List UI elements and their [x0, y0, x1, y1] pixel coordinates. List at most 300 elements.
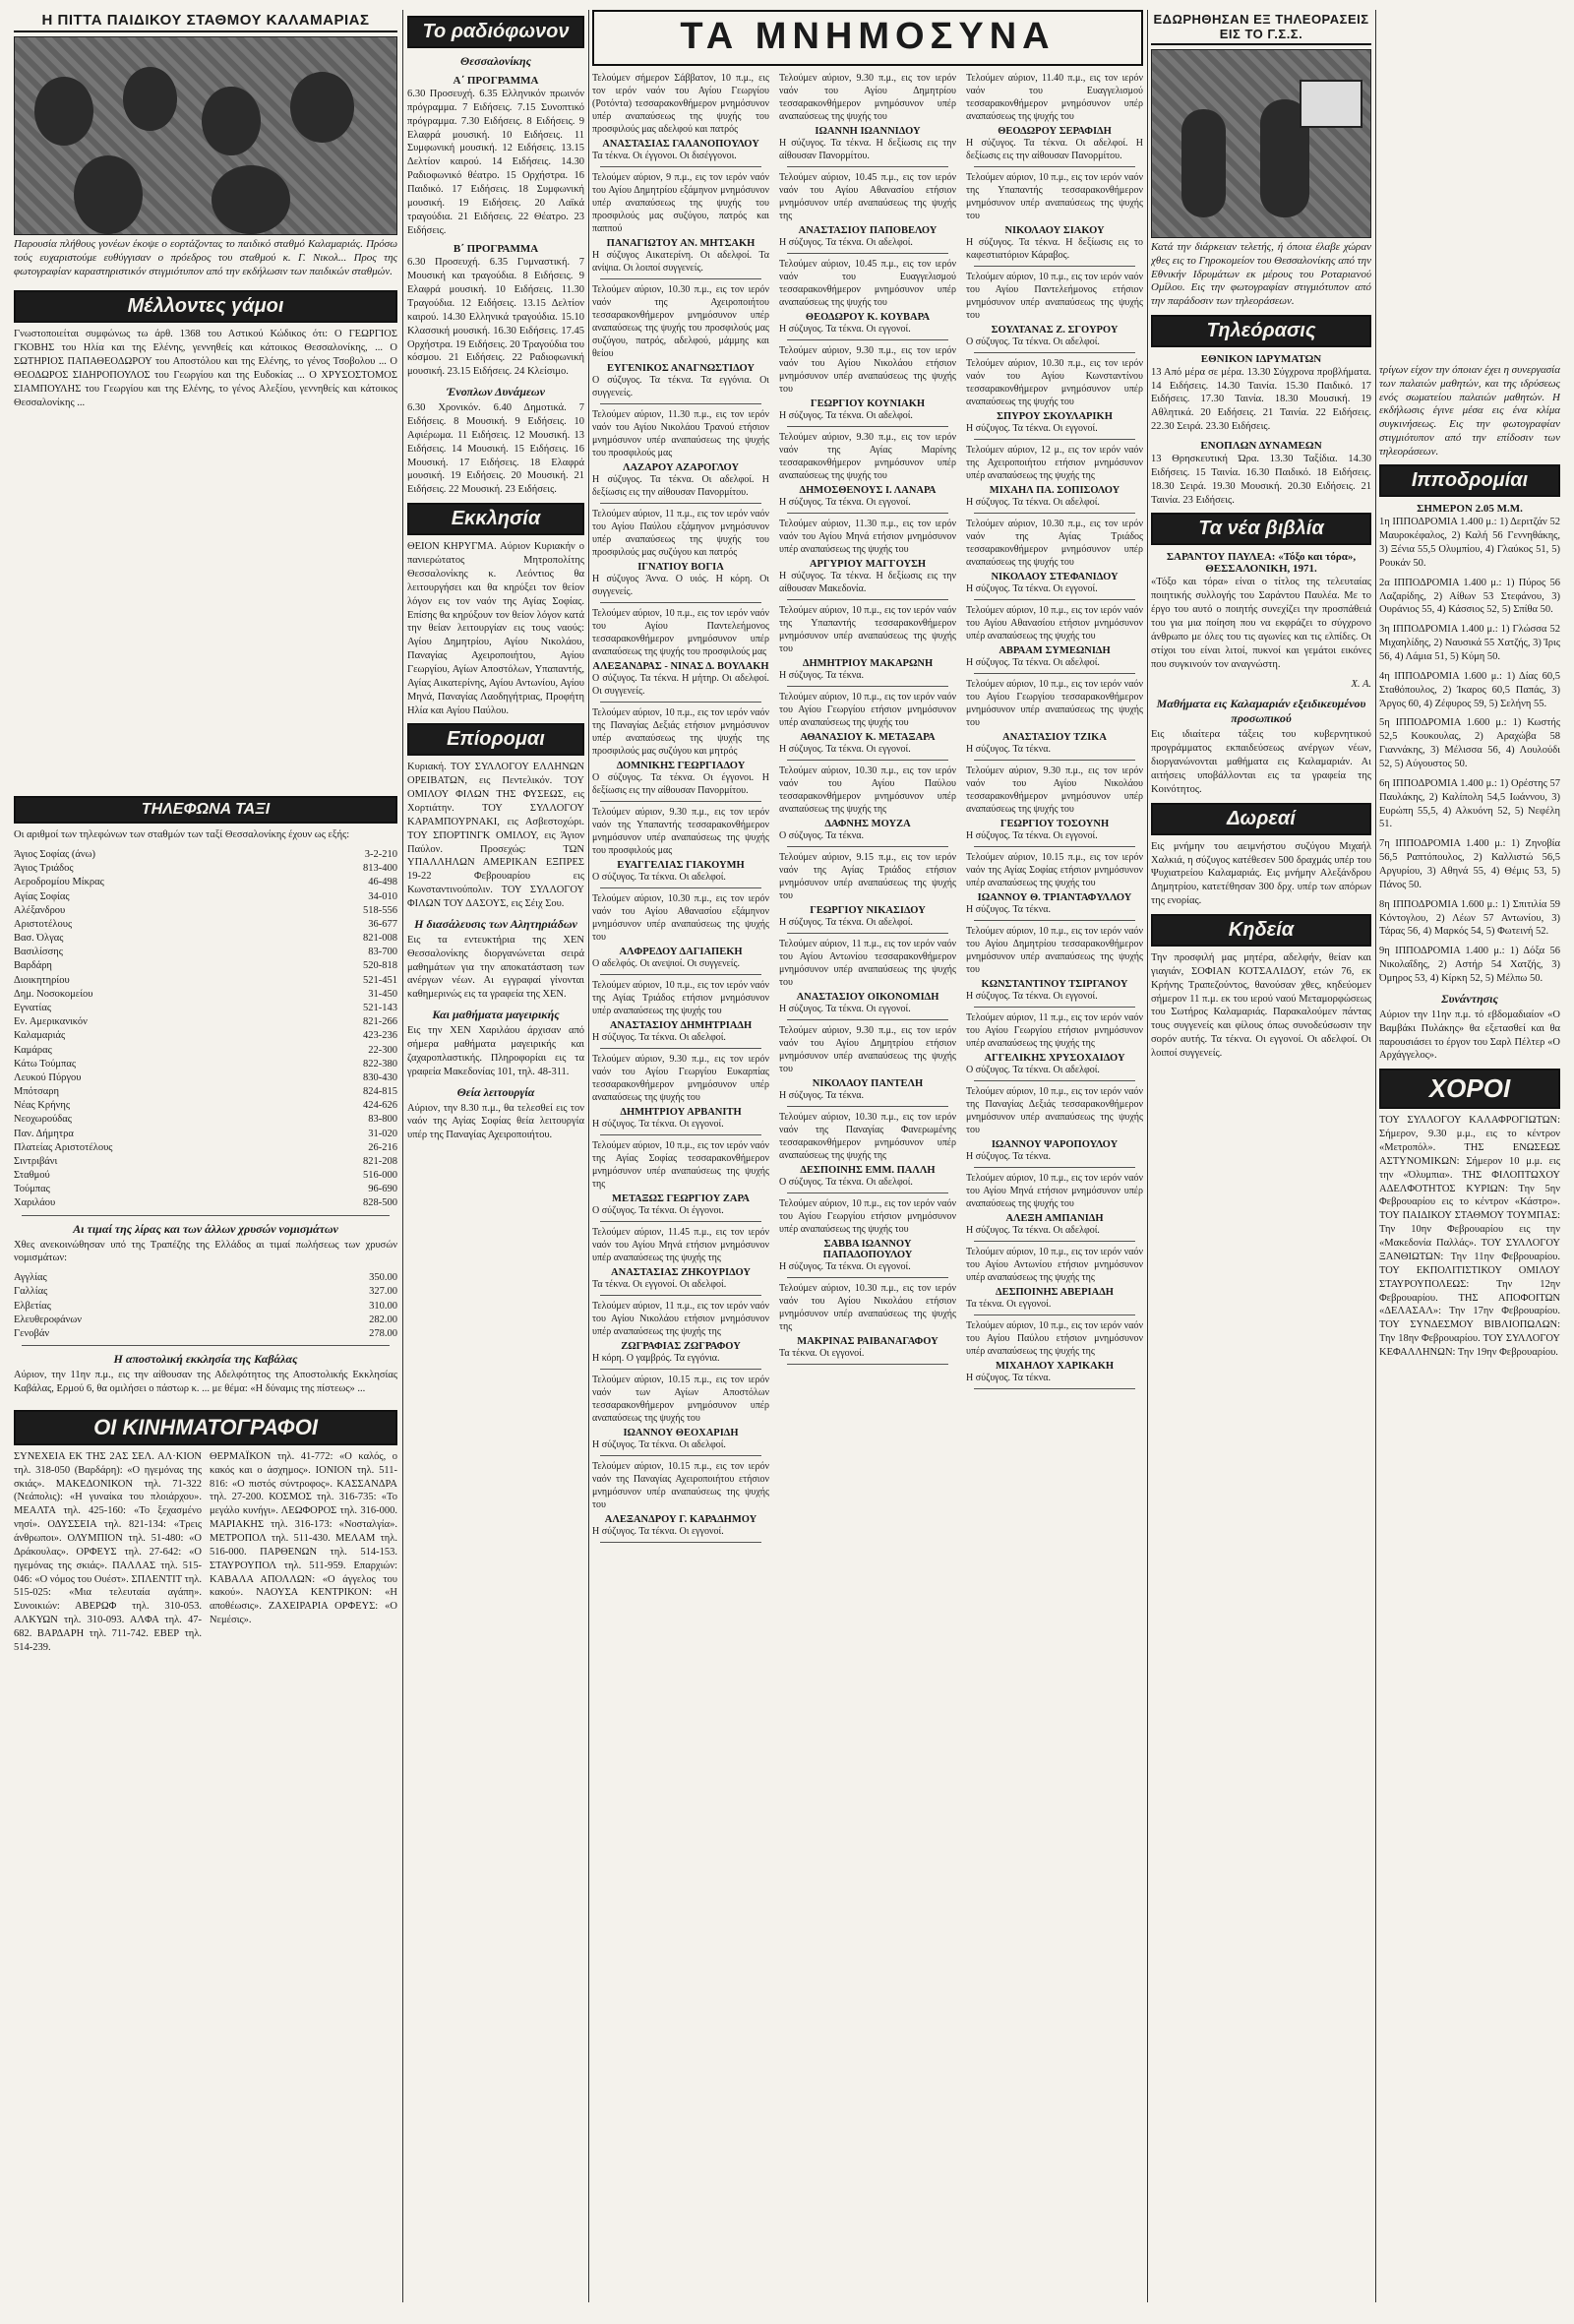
memorial-name: ΑΛΕΞΗ ΑΜΠΑΝΙΔΗ [1005, 1213, 1104, 1224]
column-racing-dances [1379, 10, 1560, 2302]
tv-set-icon [1300, 80, 1362, 128]
column-memorials [592, 10, 1143, 2302]
section-banner-radio: Το ραδιόφωνον [407, 16, 584, 48]
row-value: 423-236 [363, 1030, 397, 1042]
memorial-signatories: Η σύζυγος. Τα τέκνα. Οι αδελφοί. [779, 410, 913, 421]
memorial-signatories: Η σύζυγος. Τα τέκνα. Οι αδελφοί. [592, 1032, 726, 1043]
memorial-text: Τελούμεν αύριον, 12 μ., εις τον ιερόν ναόν της Αχειροποιήτου ετήσιον μνημόσυνον υπέρ αναπαύσεως της ψυχής της [966, 445, 1143, 481]
divider [974, 920, 1135, 921]
tv-channel-1-schedule: 13 Από μέρα σε μέρα. 13.30 Σύγχρονα προβλήματα. 14 Ειδήσεις. 14.30 Ταινία. 15.30 Παιδικό. 17 Ειδήσεις. 17.30 Ταινία. 18.30 Μουσική. 19 Αθλητικά. 20 Ειδήσεις. 21 Ταινία. 22 Ειδήσεις. 22.30 Σειρά. 23.30 Ειδήσεις. [1151, 366, 1371, 433]
row-value: 821-208 [363, 1155, 397, 1167]
memorial-notice [966, 851, 1143, 921]
table-row [14, 1071, 397, 1085]
memorial-signatories: Η σύζυγος. Τα τέκνα. Οι αδελφοί. Η δεξίωσις εις την αίθουσαν Πανορμίτου. [592, 474, 769, 498]
divider [600, 1221, 761, 1222]
memorial-signatories: Η κόρη. Ο γαμβρός. Τα εγγόνια. [592, 1353, 720, 1364]
memorial-signatories: Ο σύζυγος. Τα τέκνα. Η μήτηρ. Οι αδελφοί. Οι συγγενείς. [592, 673, 769, 697]
section-banner-marriages: Μέλλοντες γάμοι [14, 290, 397, 323]
memorial-signatories: Η σύζυγος. Τα τέκνα. Οι εγγονοί. [779, 744, 911, 755]
memorial-text: Τελούμεν αύριον, 10.30 π.μ., εις τον ιερόν ναόν του Αγίου Παύλου τεσσαρακονθήμερον μνημόσυνον υπέρ αναπαύσεως της ψυχής της [779, 765, 956, 815]
memorial-text: Τελούμεν αύριον, 10 π.μ., εις τον ιερόν ναόν της Παναγίας Δεξιάς ετήσιον μνημόσυνον υπέρ αναπαύσεως της ψυχής της προσφιλούς μας συζύγου και μητρός [592, 707, 769, 757]
memorial-notice [966, 1246, 1143, 1315]
memorial-signatories: Η σύζυγος. Τα τέκνα. Οι αδελφοί. [966, 657, 1100, 668]
memorial-signatories: Η σύζυγος. Τα τέκνα. Οι εγγονοί. [966, 583, 1098, 594]
section-banner-taxi-phones: ΤΗΛΕΦΩΝΑ ΤΑΞΙ [14, 796, 397, 824]
memorial-signatories: Η σύζυγος. Τα τέκνα. [966, 744, 1052, 755]
table-row [14, 848, 397, 862]
divider [974, 266, 1135, 267]
memorial-text: Τελούμεν αύριον, 11.30 π.μ., εις τον ιερόν ναόν του Αγίου Νικολάου Τρανού ετήσιον μνημόσυνον υπέρ αναπαύσεως της ψυχής του προσφιλούς μας [592, 409, 769, 459]
radio-program-b-title: Β΄ ΠΡΟΓΡΑΜΜΑ [453, 243, 539, 256]
tv-channel-2-schedule: 13 Θρησκευτική Ώρα. 13.30 Ταξίδια. 14.30 Ειδήσεις. 15 Ταινία. 16.30 Παιδικό. 18 Ειδήσεις. 18.30 Σειρά. 19.30 Μουσική. 20.30 Ειδήσεις. 21 Ταινία. 23 Ειδήσεις. [1151, 454, 1371, 506]
gold-prices-table [14, 1271, 397, 1341]
row-value: 516-000 [363, 1170, 397, 1182]
column-left [14, 10, 397, 2302]
divider [787, 253, 948, 254]
photo-tv-donation [1151, 49, 1371, 238]
memorial-notice [592, 607, 769, 703]
memorial-text: Τελούμεν αύριον, 10 π.μ., εις τον ιερόν ναόν του Αγίου Παντελεήμονος τεσσαρακονθήμερον μνημόσυνον υπέρ αναπαύσεως της ψυχής του προσφιλούς μας [592, 608, 769, 657]
divider [974, 760, 1135, 761]
memorial-signatories: Η σύζυγος. Τα τέκνα. Οι εγγονοί. [966, 830, 1098, 841]
table-row [14, 974, 397, 988]
row-label: Βασ. Όλγας [14, 933, 64, 945]
divider [974, 1167, 1135, 1168]
memorials-subcolumn-2 [779, 72, 956, 2295]
memorial-name: ΑΒΡΑΑΜ ΣΥΜΕΩΝΙΔΗ [999, 645, 1111, 656]
row-label: Διοικητηρίου [14, 974, 70, 986]
memorial-notice [779, 1024, 956, 1107]
row-label: Τούμπας [14, 1184, 50, 1195]
memorial-signatories: Η σύζυγος. Τα τέκνα. Οι αδελφοί. [779, 237, 913, 248]
memorial-name: ΝΙΚΟΛΑΟΥ ΠΑΝΤΕΛΗ [812, 1078, 924, 1089]
memorial-text: Τελούμεν αύριον, 9.30 π.μ., εις τον ιερόν ναόν του Αγίου Δημητρίου ετήσιον μνημόσυνον υπέρ αναπαύσεως της ψυχής του [779, 1025, 956, 1074]
memorial-notice [779, 518, 956, 600]
memorial-text: Τελούμεν αύριον, 10 π.μ., εις τον ιερόν ναόν του Αγίου Γεωργίου ετήσιον μνημόσυνον υπέρ αναπαύσεως της ψυχής του [779, 692, 956, 728]
cinemas-list-left: ΣΥΝΕΧΕΙΑ ΕΚ ΤΗΣ 2ΑΣ ΣΕΛ. ΑΛ·ΚΙΟΝ τηλ. 318-050 (Βαρδάρη): «Ο ηγεμόνας της σκιάς». ΜΑΚΕΔΟΝΙΚΟΝ τηλ. 71-322 (Νεάπολις): «Η γυναίκα του πλοιάρχου». ΜΕΑΛΤΑ τηλ. 425-160: «Το ξεχασμένο νησί». ΟΔΥΣΣΕΙΑ τηλ. 821-134: «Τρεις άνθρωποι». ΟΛΥΜΠΙΟΝ τηλ. 51-480: «Ο Δράκουλας». ΟΡΦΕΥΣ τηλ. 27-642: «Ο ηγεμόνας της σκιάς». ΠΑΛΛΑΣ τηλ. 515-046: «Ο νόμος του Ουέστ». ΣΠΛΕΝΤΙΤ τηλ. 515-025: «Μια τελευταία αγάπη». Συνοικιών: ΑΒΕΡΩΦ τηλ. 310-053. ΑΛΚΥΩΝ τηλ. 310-093. ΑΛΦΑ τηλ. 47-682. ΒΑΡΔΑΡΗ τηλ. 711-742. ΕΒΕΡ τηλ. 514-239. [14, 1450, 202, 1653]
memorial-signatories: Η σύζυγος. Τα τέκνα. Οι εγγονοί. [966, 991, 1098, 1002]
row-value: 46-498 [368, 877, 397, 888]
divider [600, 887, 761, 888]
table-row [14, 1015, 397, 1029]
memorial-signatories: Ο αδελφός. Οι ανεψιοί. Οι συγγενείς. [592, 958, 740, 969]
memorial-signatories: Η σύζυγος. Τα τέκνα. Οι αδελφοί. Η δεξίωσις εις την αίθουσαν Πανορμίτου. [966, 138, 1143, 161]
memorial-signatories: Ο σύζυγος. Τα τέκνα. Τα εγγόνια. Οι συγγενείς. [592, 375, 769, 398]
radio-program-a: 6.30 Προσευχή. 6.35 Ελληνικόν πρωινόν πρόγραμμα. 7 Ειδήσεις. 7.15 Συνοπτικό πρόγραμμα. 7.30 Ειδήσεις. 8 Ειδήσεις. 9 Ελαφρά μουσική. 10 Ειδήσεις. 11 Συμφωνική μουσική. 12 Ειδήσεις. 13.15 Δελτίον καιρού. 14 Ειδήσεις. 14.30 Ραδιοφωνικό θέατρο. 15 Ορχήστρα. 16 Παιδικό. 17 Ειδήσεις. 18 Συμφωνική μουσική. 19 Ειδήσεις. 20 Λαϊκά τραγούδια. 21 Ειδήσεις. 22 Θέατρο. 23 Ειδήσεις. [407, 89, 584, 236]
row-value: 521-451 [363, 974, 397, 986]
memorial-signatories: Η σύζυγος. Τα τέκνα. Οι αδελφοί. [779, 917, 913, 928]
memorial-name: ΝΙΚΟΛΑΟΥ ΣΤΕΦΑΝΙΔΟΥ [991, 572, 1119, 582]
memorial-notice [779, 604, 956, 687]
memorial-name: ΑΛΕΞΑΝΔΡΑΣ - ΝΙΝΑΣ Δ. ΒΟΥΛΑΚΗ [592, 661, 769, 672]
memorial-signatories: Η σύζυγος. Τα τέκνα. [779, 670, 865, 681]
memorial-notice [592, 1139, 769, 1222]
divider [600, 166, 761, 167]
memorial-name: ΘΕΟΔΩΡΟΥ ΣΕΡΑΦΙΔΗ [998, 126, 1112, 137]
row-value: 813-400 [363, 863, 397, 875]
row-label: Αριστοτέλους [14, 918, 73, 930]
table-row [14, 1099, 397, 1113]
row-value: 36-677 [368, 918, 397, 930]
divider [787, 1277, 948, 1278]
memorial-text: Τελούμεν αύριον, 10.45 π.μ., εις τον ιερόν ναόν του Ευαγγελισμού τεσσαρακονθήμερον μνημόσυνον υπέρ αναπαύσεως της ψυχής του [779, 259, 956, 308]
row-value: 821-008 [363, 933, 397, 945]
memorial-name: ΙΩΑΝΝΟΥ ΨΑΡΟΠΟΥΛΟΥ [991, 1139, 1119, 1150]
memorial-text: Τελούμεν αύριον, 9 π.μ., εις τον ιερόν ναόν του Αγίου Δημητρίου εξάμηνον μνημόσυνον υπέρ αναπαύσεως της ψυχής του προσφιλούς μας συζύγου, πατρός και παππού [592, 172, 769, 234]
cinemas-list-right: ΘΕΡΜΑΪΚΟΝ τηλ. 41-772: «Ο καλός, ο κακός και ο άσχημος». ΙΟΝΙΟΝ τηλ. 511-816: «Ο πιστός σύντροφος». ΚΑΣΣΑΝΔΡΑ τηλ. 27-200. ΚΟΣΜΟΣ τηλ. 316-735: «Το μεγάλο κυνήγι». ΛΕΩΦΟΡΟΣ τηλ. 316-000. ΜΑΡΙΑΚΗΣ τηλ. 316-173: «Νοσταλγία». ΜΕΤΡΟΠΟΛ τηλ. 511-430. ΜΕΛΑΜ τηλ. 516-000. ΠΑΡΘΕΝΩΝ τηλ. 514-153. ΣΤΑΥΡΟΥΠΟΛ τηλ. 511-959. Επαρχιών: ΚΑΒΑΛΑ ΑΠΟΛΛΩΝ: «Ο άγγελος του κακού». ΝΑΟΥΣΑ ΚΕΝΤΡΙΚΟΝ: «Η αποθέωσις». ΖΑΧΕΙΡΑΡΙΑ ΟΡΦΕΥΣ: «Ο Νεμέσις». [210, 1450, 397, 1626]
memorial-notice [966, 764, 1143, 847]
excursions-text: Κυριακή. ΤΟΥ ΣΥΛΛΟΓΟΥ ΕΛΛΗΝΩΝ ΟΡΕΙΒΑΤΩΝ, εις Πεντελικόν. ΤΟΥ ΟΜΙΛΟΥ ΦΙΛΩΝ ΤΗΣ ΦΥΣΕΩΣ, εις Χορτιάτην. ΤΟΥ ΣΥΛΛΟΓΟΥ ΚΑΡΑΜΠΟΥΡΝΑΚΙ, εις Ασβεστοχώρι. ΤΟΥ ΣΠΟΡΤΙΝΓΚ ΟΜΙΛΟΥ, εις Άγιον Παύλον. Προσεχώς: ΤΩΝ ΥΠΑΛΛΗΛΩΝ ΑΜΕΡΙΚΑΝ ΕΞΠΡΕΣ 19-22 Φεβρουαρίου εις Κωνσταντινούπολιν. ΤΟΥ ΣΥΛΛΟΓΟΥ ΦΙΛΩΝ ΤΟΥ ΔΑΣΟΥΣ, εις Σέιχ Σου. [407, 762, 584, 909]
memorial-name: ΑΝΑΣΤΑΣΙΟΥ ΟΙΚΟΝΟΜΙΔΗ [796, 992, 939, 1003]
column-rule [402, 10, 403, 2302]
memorial-name: ΔΟΜΝΙΚΗΣ ΓΕΩΡΓΙΑΔΟΥ [616, 761, 746, 771]
memorial-text: Τελούμεν αύριον, 10 π.μ., εις τον ιερόν ναόν της Αγίας Σοφίας τεσσαρακονθήμερον μνημόσυνον υπέρ αναπαύσεως της ψυχής της [592, 1140, 769, 1190]
memorial-name: ΓΕΩΡΓΙΟΥ ΤΟΣΟΥΝΗ [999, 819, 1110, 829]
divider [974, 352, 1135, 353]
memorial-text: Τελούμεν αύριον, 10 π.μ., εις τον ιερόν ναόν της Υπαπαντής τεσσαρακονθήμερον μνημόσυνον υπέρ αναπαύσεως της ψυχής του [966, 172, 1143, 221]
memorial-notice [592, 1300, 769, 1370]
memorial-notice [592, 283, 769, 404]
table-row [14, 1300, 397, 1314]
memorial-signatories: Ο σύζυγος. Τα τέκνα. Οι αδελφοί. [592, 872, 726, 883]
divider [600, 1134, 761, 1135]
tv-channel-1-title: ΕΘΝΙΚΟΝ ΙΔΡΥΜΑΤΩΝ [1200, 352, 1322, 365]
divider [974, 166, 1135, 167]
lessons-title: Μαθήματα εις Καλαμαριάν εξειδικευμένου προσωπικού [1156, 697, 1366, 726]
memorial-text: Τελούμεν αύριον, 10 π.μ., εις τον ιερόν ναόν της Υπαπαντής τεσσαρακονθήμερον μνημόσυνον υπέρ αναπαύσεως της ψυχής του [779, 605, 956, 654]
memorial-name: ΜΕΤΑΞΩΣ ΓΕΩΡΓΙΟΥ ΖΑΡΑ [612, 1193, 750, 1204]
memorial-notice [966, 678, 1143, 761]
memorial-signatories: Η σύζυγος. Τα τέκνα. Η δεξίωσις εις την αίθουσαν Μακεδονία. [779, 571, 956, 594]
memorial-signatories: Η σύζυγος Αικατερίνη. Οι αδελφοί. Τα ανίψια. Οι λοιποί συγγενείς. [592, 250, 769, 274]
memorial-notice [592, 508, 769, 603]
memorial-text: Τελούμεν αύριον, 9.15 π.μ., εις τον ιερόν ναόν της Αγίας Τριάδος ετήσιον μνημόσυνον υπέρ αναπαύσεως της ψυχής του [779, 852, 956, 901]
memorial-notice [966, 1319, 1143, 1389]
column-rule [588, 10, 589, 2302]
memorial-text: Τελούμεν αύριον, 11 π.μ., εις τον ιερόν ναόν του Αγίου Αντωνίου τεσσαρακονθήμερον μνημόσυνον υπέρ αναπαύσεως της ψυχής του [779, 939, 956, 988]
divider [600, 1295, 761, 1296]
theater-text: Εις τα εντευκτήρια της ΧΕΝ Θεσσαλονίκης διοργανώνεται σειρά μαθημάτων για την αποκατάσταση των ανέργων νέων. Αι εγγραφαί γίνονται καθημερινώς εις τα γραφεία της ΧΕΝ. [407, 934, 584, 1001]
row-label: Γαλλίας [14, 1286, 48, 1298]
memorial-text: Τελούμεν αύριον, 10.45 π.μ., εις τον ιερόν ναόν του Αγίου Αθανασίου ετήσιον μνημόσυνον υπέρ αναπαύσεως της ψυχής της [779, 172, 956, 221]
memorial-name: ΑΝΑΣΤΑΣΙΑΣ ΓΑΛΑΝΟΠΟΥΛΟΥ [602, 139, 759, 150]
row-value: 3-2-210 [364, 849, 397, 861]
memorial-text: Τελούμεν αύριον, 10 π.μ., εις τον ιερόν ναόν του Αγίου Γεωργίου τεσσαρακονθήμερον μνημόσυνον υπέρ αναπαύσεως της ψυχής του [966, 679, 1143, 728]
memorial-notice [966, 518, 1143, 600]
row-value: 821-266 [363, 1016, 397, 1028]
memorial-name: ΝΙΚΟΛΑΟΥ ΣΙΑΚΟΥ [1004, 225, 1105, 236]
memorial-signatories: Τα τέκνα. Οι εγγονοί. Οι αδελφοί. [592, 1279, 727, 1290]
memorial-signatories: Η σύζυγος. Τα τέκνα. [966, 1151, 1052, 1162]
memorial-name: ΔΕΣΠΟΙΝΗΣ ΕΜΜ. ΠΑΛΛΗ [800, 1165, 936, 1176]
race-entry: 1η ΙΠΠΟΔΡΟΜΙΑ 1.400 μ.: 1) Δεριτζάν 52 Μαυροκέφαλος, 2) Καλή 56 Γεννηθάκης, 3) Ξένια 55,5 Ολυμπίου, 4) Γλαύκος 51, 5) Ρουκάν 50. [1379, 517, 1560, 569]
table-row [14, 1128, 397, 1141]
row-value: 327.00 [369, 1286, 397, 1298]
row-label: Ελβετίας [14, 1300, 51, 1312]
memorial-name: ΑΝΑΣΤΑΣΙΟΥ ΤΖΙΚΑ [1002, 732, 1107, 743]
section-banner-church: Εκκλησία [407, 503, 584, 535]
table-row [14, 1002, 397, 1015]
row-label: Νεοχωρούδας [14, 1114, 72, 1126]
memorial-text: Τελούμεν αύριον, 10 π.μ., εις τον ιερόν ναόν του Αγίου Αντωνίου ετήσιον μνημόσυνον υπέρ αναπαύσεως της ψυχής της [966, 1247, 1143, 1283]
memorial-notice [779, 938, 956, 1020]
bridge-title: Συνάντησις [1441, 991, 1498, 1006]
race-entry: 6η ΙΠΠΟΔΡΟΜΙΑ 1.400 μ.: 1) Ορέστης 57 Παυλάκης, 2) Καλίπολη 54,5 Ιωάννου, 3) Ευρώπη 55,5, 4) Αλκυόνη 52, 5) Νεφέλη 51. [1379, 777, 1560, 830]
memorial-signatories: Η σύζυγος. Τα τέκνα. Οι εγγονοί. [779, 1261, 911, 1272]
row-label: Άγιος Σοφίας (άνω) [14, 849, 96, 861]
memorial-notice [779, 851, 956, 934]
memorial-signatories: Η σύζυγος. Τα τέκνα. Οι εγγονοί. [779, 1004, 911, 1014]
row-value: 83-700 [368, 947, 397, 958]
memorial-name: ΔΗΜΟΣΘΕΝΟΥΣ Ι. ΛΑΝΑΡΑ [799, 485, 937, 496]
memorial-signatories: Η σύζυγος. Τα τέκνα. Η δεξίωσις εις την αίθουσαν Πανορμίτου. [779, 138, 956, 161]
divider [787, 513, 948, 514]
memorial-name: ΔΑΦΝΗΣ ΜΟΥΖΑ [824, 819, 911, 829]
divider [600, 974, 761, 975]
memorial-notice [779, 72, 956, 167]
memorial-notice [966, 1011, 1143, 1081]
row-value: 34-010 [368, 890, 397, 902]
memorial-text: Τελούμεν αύριον, 11 π.μ., εις τον ιερόν ναόν του Αγίου Παύλου εξάμηνον μνημόσυνον υπέρ αναπαύσεως της ψυχής του προσφιλούς μας συζύγου και πατρός [592, 509, 769, 558]
memorials-subcolumn-1 [592, 72, 769, 2295]
memorial-name: ΔΗΜΗΤΡΙΟΥ ΑΡΒΑΝΙΤΗ [620, 1107, 742, 1118]
memorial-name: ΙΓΝΑΤΙΟΥ ΒΟΓΙΑ [637, 562, 724, 573]
section-banner-excursions: Επίορομαι [407, 723, 584, 756]
row-value: 822-380 [363, 1058, 397, 1070]
photo-kindergarten [14, 36, 397, 235]
memorial-signatories: Ο σύζυγος. Τα τέκνα. Οι έγγονοι. Η δεξίωσις εις την αίθουσαν Πανορμίτου. [592, 772, 769, 796]
memorial-text: Τελούμεν αύριον, 10 π.μ., εις τον ιερόν ναόν του Αγίου Αθανασίου ετήσιον μνημόσυνον υπέρ αναπαύσεως της ψυχής του [966, 605, 1143, 642]
memorials-subcolumn-3 [966, 72, 1143, 2295]
gold-prices-title: Αι τιμαί της λίρας και των άλλων χρυσών νομισμάτων [73, 1221, 338, 1236]
divider [974, 1388, 1135, 1389]
memorial-name: ΔΗΜΗΤΡΙΟΥ ΜΑΚΑΡΩΝΗ [802, 658, 934, 669]
row-value: 22-300 [368, 1044, 397, 1056]
row-label: Αλέξανδρου [14, 904, 66, 916]
memorial-notice [779, 764, 956, 847]
section-banner-television: Τηλεόρασις [1151, 315, 1371, 347]
church-kavala-title: Η αποστολική εκκλησία της Καβάλας [113, 1352, 298, 1367]
race-entry: 5η ΙΠΠΟΔΡΟΜΙΑ 1.600 μ.: 1) Κωστής 52,5 Κουκουλας, 2) Αραχώβα 58 Γιαννάκης, 3) Μέλισσα 56, 4) Λουλούδι 52, 5) Αύγουστος 50. [1379, 717, 1560, 769]
divider [600, 278, 761, 279]
memorial-name: ΓΕΩΡΓΙΟΥ ΚΟΥΝΙΑΚΗ [810, 398, 926, 409]
memorial-name: ΓΕΩΡΓΙΟΥ ΝΙΚΑΣΙΔΟΥ [810, 905, 926, 916]
radio-city: Θεσσαλονίκης [460, 54, 531, 68]
memorial-text: Τελούμεν αύριον, 9.30 π.μ., εις τον ιερόν ναόν του Αγίου Νικολάου τεσσαρακονθήμερον μνημόσυνον υπέρ αναπαύσεως της ψυχής του [966, 765, 1143, 815]
memorial-name: ΣΠΥΡΟΥ ΣΚΟΥΛΑΡΙΚΗ [997, 411, 1113, 422]
table-row [14, 904, 397, 918]
row-value: 350.00 [369, 1272, 397, 1284]
memorial-notice [779, 258, 956, 340]
races-list [1379, 516, 1560, 986]
memorial-signatories: Η σύζυγος. Τα τέκνα. Οι εγγονοί. [592, 1119, 724, 1130]
divider [787, 846, 948, 847]
memorial-notice [779, 344, 956, 427]
memorial-signatories: Η σύζυγος. Τα τέκνα. Οι εγγονοί. [592, 1526, 724, 1537]
memorial-text: Τελούμεν αύριον, 10.30 π.μ., εις τον ιερόν ναόν του Αγίου Νικολάου ετήσιον μνημόσυνον υπέρ αναπαύσεως της ψυχής της [779, 1283, 956, 1332]
row-value: 828-500 [363, 1197, 397, 1209]
divider [787, 1019, 948, 1020]
table-row [14, 918, 397, 932]
memorial-text: Τελούμεν αύριον, 10 π.μ., εις τον ιερόν ναόν της Παναγίας Δεξιάς τεσσαρακονθήμερον μνημόσυνον υπέρ αναπαύσεως της ψυχής του [966, 1086, 1143, 1135]
bridge-text: Αύριον την 11ην π.μ. τό εβδομαδιαίον «Ο Βαμβάκι Πυλάκης» θα εξετασθεί και θα παρουσιάσει το έργον του Σαρλ Πέλτερ «Ο Αρχάγγελος». [1379, 1009, 1560, 1062]
memorial-name: ΖΩΓΡΑΦΙΑΣ ΖΩΓΡΑΦΟΥ [621, 1341, 741, 1352]
row-label: Καλαμαριάς [14, 1030, 66, 1042]
divider [600, 1048, 761, 1049]
memorial-name: ΔΕΣΠΟΙΝΗΣ ΑΒΕΡΙΑΔΗ [996, 1287, 1114, 1298]
row-value: 424-626 [363, 1100, 397, 1112]
divider [787, 599, 948, 600]
row-label: Ελευθεροφάνων [14, 1314, 83, 1325]
memorial-notice [592, 408, 769, 504]
memorial-notice [966, 171, 1143, 267]
memorial-text: Τελούμεν αύριον, 10.30 π.μ., εις τον ιερόν ναόν της Αχειροποιήτου τεσσαρακονθήμερον μνημόσυνον υπέρ αναπαύσεως της ψυχής του προσφιλούς μας συζύγου, πατρός, αδελφού, μάμμης και θείου [592, 284, 769, 359]
memorial-text: Τελούμεν αύριον, 10.15 π.μ., εις τον ιερόν ναόν της Αγίας Σοφίας ετήσιον μνημόσυνον υπέρ αναπαύσεως της ψυχής του [966, 852, 1143, 888]
memorial-name: ΣΑΒΒΑ ΙΩΑΝΝΟΥ ΠΑΠΑΔΟΠΟΥΛΟΥ [822, 1239, 913, 1260]
divider [600, 1369, 761, 1370]
memorial-notice [966, 925, 1143, 1008]
lessons-text: Εις ιδιαίτερα τάξεις του κυβερνητικού προγράμματος εκπαιδεύσεως ανέργων νέων, διοργανώνονται μαθήματα εις Καλαμαριάν. Αι αιτήσεις υποβάλλονται εις τα γραφεία της Κοινότητος. [1151, 729, 1371, 795]
memorial-notice [966, 444, 1143, 514]
memorial-notice [592, 1226, 769, 1296]
row-label: Άγιος Τριάδος [14, 863, 74, 875]
divider [787, 933, 948, 934]
divider [974, 846, 1135, 847]
cooking-title: Και μαθήματα μαγειρικής [432, 1008, 560, 1022]
row-label: Βασιλίσσης [14, 947, 63, 958]
table-row [14, 1196, 397, 1210]
headline-tv-donation: ΕΔΩΡΗΘΗΣΑΝ ΕΞ ΤΗΛΕΟΡΑΣΕΙΣ ΕΙΣ ΤΟ Γ.Σ.Σ. [1151, 10, 1371, 45]
race-entry: 2α ΙΠΠΟΔΡΟΜΙΑ 1.400 μ.: 1) Πύρος 56 Λαζαρίδης, 2) Αίθων 53 Στεφάνου, 3) Ουράνιος 55, 4) Κάσσιος 52, 5) Σπίθα 50. [1379, 577, 1560, 616]
memorial-name: ΙΩΑΝΝΟΥ Θ. ΤΡΙΑΝΤΑΦΥΛΛΟΥ [977, 892, 1132, 903]
divider [787, 166, 948, 167]
memorial-text: Τελούμεν αύριον, 10 π.μ., εις τον ιερόν ναόν του Αγίου Παντελεήμονος ετήσιον μνημόσυνον υπέρ αναπαύσεως της ψυχής του [966, 272, 1143, 321]
memorial-signatories: Η σύζυγος. Τα τέκνα. Οι αδελφοί. [966, 497, 1100, 508]
row-label: Λευκού Πύργου [14, 1071, 82, 1083]
memorial-notice [966, 357, 1143, 440]
divider [974, 1080, 1135, 1081]
race-entry: 7η ΙΠΠΟΔΡΟΜΙΑ 1.400 μ.: 1) Ζηνοβία 56,5 Ραπτόπουλος, 2) Καλλιστώ 56,5 Αργυρίου, 3) Αθηνά 55, 4) Θέμις 53, 5) Πάνος 50. [1379, 838, 1560, 890]
memorial-notice [592, 979, 769, 1049]
memorial-notice [779, 431, 956, 514]
memorial-text: Τελούμεν αύριον, 10 π.μ., εις τον ιερόν ναόν του Αγίου Μηνά ετήσιον μνημόσυνον υπέρ αναπαύσεως της ψυχής του [966, 1173, 1143, 1209]
memorial-signatories: Η σύζυγος. Τα τέκνα. Οι αδελφοί. [966, 1225, 1100, 1236]
memorial-text: Τελούμεν αύριον, 10 π.μ., εις τον ιερόν ναόν του Αγίου Παύλου ετήσιον μνημόσυνον υπέρ αναπαύσεως της ψυχής της [966, 1320, 1143, 1357]
memorial-name: ΠΑΝΑΓΙΩΤΟΥ ΑΝ. ΜΗΤΣΑΚΗ [606, 238, 756, 249]
memorial-text: Τελούμεν αύριον, 10 π.μ., εις τον ιερόν ναόν του Αγίου Γεωργίου ετήσιον μνημόσυνον υπέρ αναπαύσεως της ψυχής του [779, 1198, 956, 1235]
liturgies-text: Αύριον, την 8.30 π.μ., θα τελεσθεί εις τον ναόν της Αγίας Σοφίας θεία λειτουργία υπέρ της Παναγίας Αχειροποιήτου. [407, 1102, 584, 1141]
memorial-signatories: Η σύζυγος. Τα τέκνα. Οι αδελφοί. [592, 1439, 726, 1450]
table-row [14, 1327, 397, 1341]
row-value: 521-143 [363, 1003, 397, 1013]
row-label: Χαριλάου [14, 1197, 56, 1209]
divider [787, 339, 948, 340]
memorial-notice [592, 1460, 769, 1543]
donations-text: Εις μνήμην του αειμνήστου συζύγου Μιχαήλ Χαλκιά, η σύζυγος κατέθεσεν 500 δραχμάς υπέρ του Ψυχιατρείου Καλαμαριάς. Εις μνήμην Αλεξάνδρου Δημητρίου, κατετέθησαν 300 δρχ. υπέρ των απόρων της ενορίας. [1151, 840, 1371, 907]
row-value: 31-450 [368, 988, 397, 1000]
section-banner-new-books: Τα νέα βιβλία [1151, 513, 1371, 545]
column-radio-church [407, 10, 584, 2302]
memorial-notice [779, 1197, 956, 1278]
row-label: Σιντριβάνι [14, 1155, 58, 1167]
divider [600, 503, 761, 504]
race-entry: 8η ΙΠΠΟΔΡΟΜΙΑ 1.600 μ.: 1) Σπιτιλία 59 Κόντογλου, 2) Λέων 57 Αντωνίου, 3) Τάρας 56, 4) Μαρκός 54, 5) Φωτεινή 52. [1379, 898, 1560, 938]
divider [974, 1007, 1135, 1008]
memorial-signatories: Η σύζυγος. Τα τέκνα. [966, 904, 1052, 915]
memorial-text: Τελούμεν αύριον, 11.40 π.μ., εις τον ιερόν ναόν του Ευαγγελισμού τεσσαρακονθήμερον μνημόσυνον υπέρ αναπαύσεως της ψυχής του [966, 73, 1143, 122]
row-label: Νέας Κρήνης [14, 1100, 70, 1112]
memorial-text: Τελούμεν αύριον, 10.30 π.μ., εις τον ιερόν ναόν του Αγίου Κωνσταντίνου τεσσαρακονθήμερον μνημόσυνον υπέρ αναπαύσεως της ψυχής του [966, 358, 1143, 407]
memorial-notice [779, 1282, 956, 1365]
divider [787, 686, 948, 687]
row-value: 83-800 [368, 1114, 397, 1126]
memorial-name: ΑΝΑΣΤΑΣΙΟΥ ΔΗΜΗΤΡΙΑΔΗ [609, 1020, 753, 1031]
divider [974, 513, 1135, 514]
marriages-text: Γνωστοποιείται συμφώνως τω άρθ. 1368 του Αστικού Κώδικος ότι: Ο ΓΕΩΡΓΙΟΣ ΓΚΟΒΗΣ του Ηλία και της Ελένης, γεννηθείς και κάτοικος Θεσσαλονίκης, ... Ο ΣΩΤΗΡΙΟΣ ΠΑΠΑΘΕΟΔΩΡΟΥ του Αποστόλου και της Ελένης, το γένος Τσοβολου ... Ο ΘΕΟΔΩΡΟΣ ΣΙΔΗΡΟΠΟΥΛΟΣ του Γεωργίου και της Ευδοκίας ... Ο ΧΡΥΣΟΣΤΟΜΟΣ ΣΙΑΜΠΟΥΛΗΣ του Γεωργίου και της Ελένης, το γένος Αλεξίου, γεννηθείς και κάτοικος Θεσσαλονίκης ... [14, 329, 397, 408]
memorial-signatories: Η σύζυγος. Τα τέκνα. Οι εγγονοί. [779, 497, 911, 508]
memorial-name: ΚΩΝΣΤΑΝΤΙΝΟΥ ΤΣΙΡΓΑΝΟΥ [981, 979, 1128, 990]
divider [600, 702, 761, 703]
tv-photo-caption: Κατά την διάρκειαν τελετής, ή όποια έλαβε χώραν χθες εις το Γηροκομείον του Θεσσαλονίκης από την Εθνικήν Ιδρυμάτων εκ μέρους του Ροταριανού Ομίλου. Εις την φωτογραφίαν στιγμιότυπον από την παράδοσιν των τηλεοράσεων. [1151, 241, 1371, 307]
memorial-text: Τελούμεν αύριον, 11.45 π.μ., εις τον ιερόν ναόν του Αγίου Μηνά ετήσιον μνημόσυνον υπέρ αναπαύσεως της ψυχής της [592, 1227, 769, 1263]
memorial-signatories: Ο σύζυγος. Τα τέκνα. Οι αδελφοί. [966, 336, 1100, 347]
row-label: Καμάρας [14, 1044, 52, 1056]
column-rule [1147, 10, 1148, 2302]
row-value: 278.00 [369, 1327, 397, 1339]
memorial-text: Τελούμεν αύριον, 11.30 π.μ., εις τον ιερόν ναόν του Αγίου Μηνά ετήσιον μνημόσυνον υπέρ αναπαύσεως της ψυχής του [779, 519, 956, 555]
book-review-signature: Χ. Α. [1351, 678, 1371, 690]
memorial-name: ΑΛΦΡΕΔΟΥ ΔΑΓΙΑΠΕΚΗ [619, 947, 743, 957]
row-label: Εγνατίας [14, 1003, 52, 1013]
memorial-name: ΑΡΓΥΡΙΟΥ ΜΑΓΓΟΥΣΗ [809, 559, 927, 570]
newspaper-page [14, 10, 1560, 2302]
memorial-signatories: Η σύζυγος. Τα τέκνα. Η δεξίωσις εις το καφεστιατόριον Κάραβος. [966, 237, 1143, 261]
row-value: 520-818 [363, 960, 397, 972]
racing-date: ΣΗΜΕΡΟΝ 2.05 Μ.Μ. [1417, 503, 1523, 516]
memorial-text: Τελούμεν αύριον, 9.30 π.μ., εις τον ιερόν ναόν της Υπαπαντής τεσσαρακονθήμερον μνημόσυνον υπέρ αναπαύσεως της ψυχής του προσφιλούς μας [592, 807, 769, 856]
table-row [14, 1058, 397, 1071]
row-label: Γενοβάν [14, 1327, 50, 1339]
row-label: Σταθμού [14, 1170, 50, 1182]
memorial-signatories: Η σύζυγος. Τα τέκνα. Οι εγγονοί. [966, 423, 1098, 434]
memorial-notice [592, 706, 769, 802]
memorial-signatories: Η σύζυγος Άννα. Ο υιός. Η κόρη. Οι συγγενείς. [592, 574, 769, 597]
memorial-signatories: Η σύζυγος. Τα τέκνα. [779, 1090, 865, 1101]
memorial-name: ΣΟΥΛΤΑΝΑΣ Ζ. ΣΓΟΥΡΟΥ [991, 325, 1119, 336]
divider [974, 673, 1135, 674]
row-label: Πλατείας Αριστοτέλους [14, 1141, 113, 1153]
memorial-notice [592, 171, 769, 279]
memorial-text: Τελούμεν αύριον, 9.30 π.μ., εις τον ιερόν ναόν της Αγίας Μαρίνης τεσσαρακονθήμερον μνημόσυνον υπέρ αναπαύσεως της ψυχής του [779, 432, 956, 481]
memorial-notice [592, 72, 769, 167]
table-row [14, 1113, 397, 1127]
tv-photo-caption-continued: τρίγων είχον την όποιαν έχει η συνεργασία των παλαιών μαθητών, και της ιδρύσεως ενός σωματείου παλαιών μαθητών. Η εκδήλωσις έγινε μέσα εις ένα κλίμα συγκινήσεως. Εις την φωτογραφίαν στιγμιότυπον από την επίδοσιν των τηλεοράσεων. [1379, 364, 1560, 458]
memorial-name: ΜΙΧΑΗΛΟΥ ΧΑΡΙΚΑΚΗ [995, 1361, 1115, 1372]
table-row [14, 1183, 397, 1196]
table-row [14, 876, 397, 889]
memorial-signatories: Ο σύζυγος. Τα τέκνα. Οι αδελφοί. [779, 1177, 913, 1188]
memorial-notice [966, 271, 1143, 353]
memorial-notice [592, 806, 769, 888]
divider [787, 1364, 948, 1365]
memorial-text: Τελούμεν αύριον, 9.30 π.μ., εις τον ιερόν ναόν του Αγίου Δημητρίου τεσσαρακονθήμερον μνημόσυνον υπέρ αναπαύσεως της ψυχής του [779, 73, 956, 122]
row-value: 310.00 [369, 1300, 397, 1312]
memorial-name: ΛΑΖΑΡΟΥ ΑΖΑΡΟΓΛΟΥ [622, 462, 740, 473]
headline-kindergarten: Η ΠΙΤΤΑ ΠΑΙΔΙΚΟΥ ΣΤΑΘΜΟΥ ΚΑΛΑΜΑΡΙΑΣ [14, 10, 397, 32]
radio-armed-forces: 6.30 Χρονικόν. 6.40 Δημοτικά. 7 Ειδήσεις. 8 Μουσική. 9 Ειδήσεις. 10 Αφιέρωμα. 11 Ειδήσεις. 12 Μουσική. 13 Ειδήσεις. 14 Μουσική. 15 Ειδήσεις. 16 Μουσική. 17 Ειδήσεις. 18 Ελαφρά μουσική. 19 Ειδήσεις. 20 Μουσική. 21 Ειδήσεις. 22 Μουσική. 23 Ειδήσεις. [407, 402, 584, 496]
memorial-signatories: Ο σύζυγος. Τα τέκνα. [779, 830, 865, 841]
row-value: 31-020 [368, 1128, 397, 1139]
